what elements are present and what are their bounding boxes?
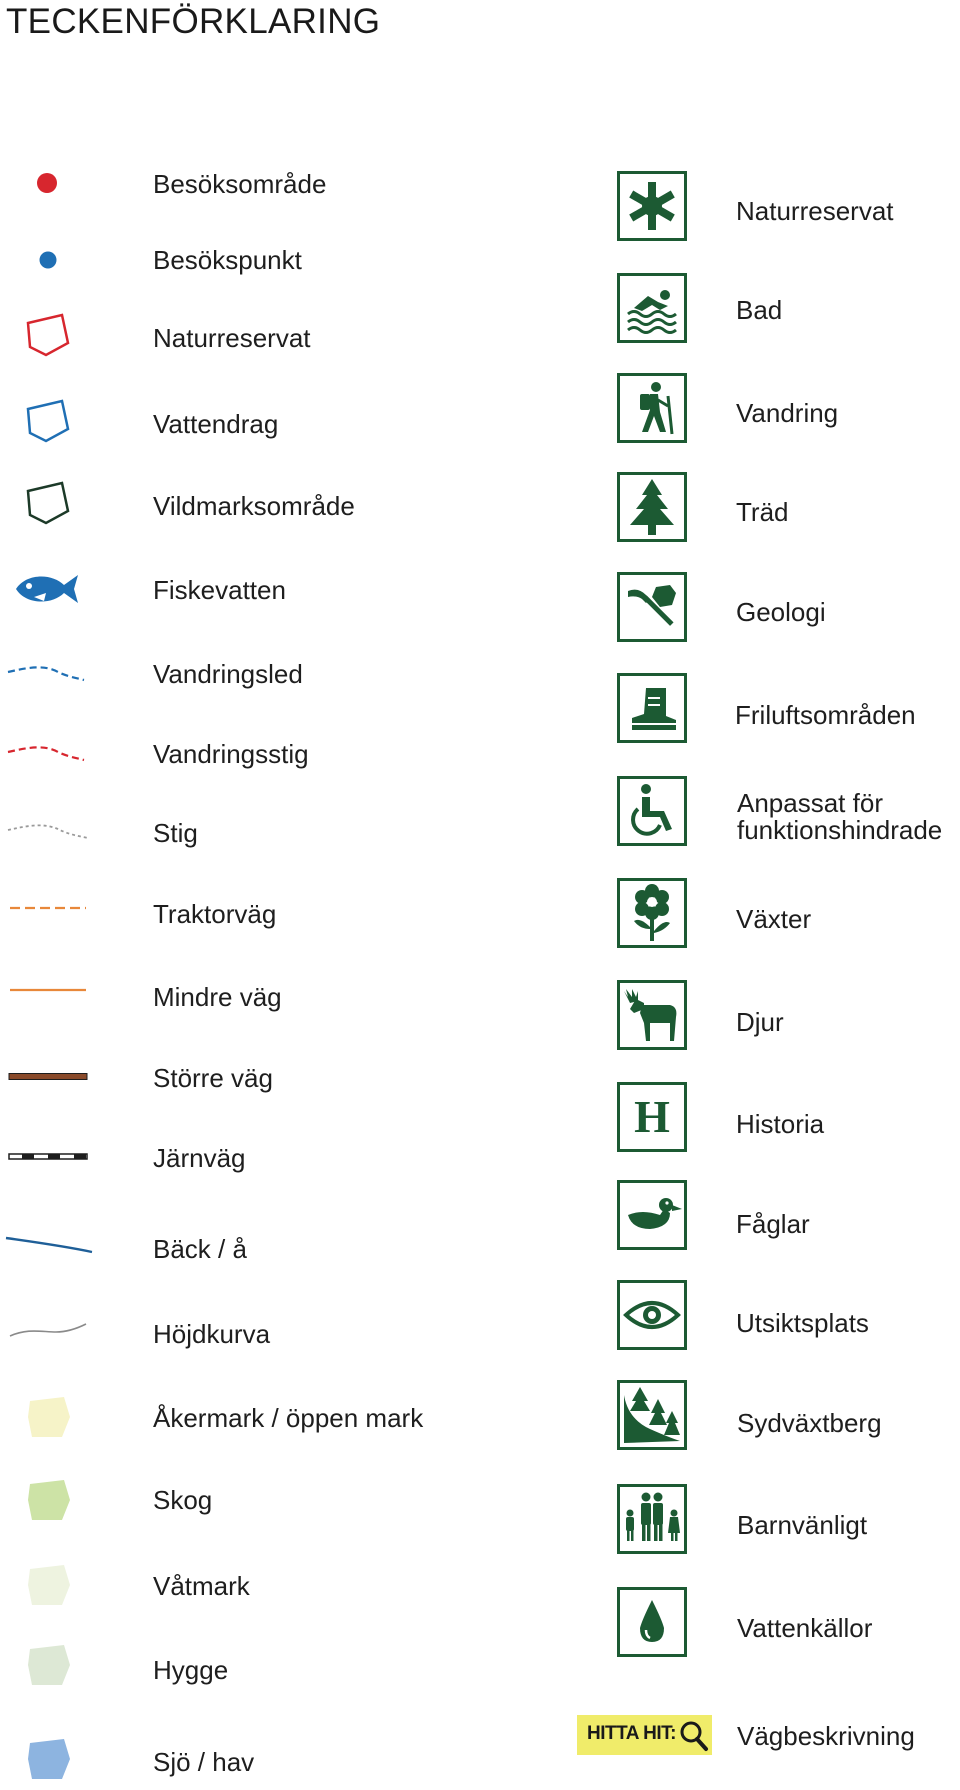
- duck-icon: [617, 1180, 687, 1250]
- legend-label: Vildmarksområde: [153, 491, 355, 521]
- legend-label: Större väg: [153, 1063, 273, 1093]
- legend-label: Utsiktsplats: [736, 1308, 869, 1338]
- legend-label: Vandringsled: [153, 659, 303, 689]
- forest-area-icon: [26, 1478, 72, 1524]
- hiker-icon: [617, 373, 687, 443]
- hillside-trees-icon: [617, 1380, 687, 1450]
- legend-label: Bad: [736, 295, 783, 325]
- blue-dashed-line-icon: [6, 660, 86, 684]
- red-dot-icon: [36, 172, 58, 194]
- blue-pentagon-icon: [24, 397, 72, 445]
- legend-label: Järnväg: [153, 1143, 246, 1173]
- water-drop-icon: [617, 1587, 687, 1657]
- legend-label: Mindre väg: [153, 982, 282, 1012]
- fish-icon: [12, 571, 82, 607]
- legend-label: Barnvänligt: [737, 1510, 868, 1540]
- legend-label: Naturreservat: [736, 196, 894, 226]
- major-road-line-icon: [8, 1072, 88, 1082]
- legend-label: Bäck / å: [153, 1234, 247, 1264]
- legend-label: Vattenkällor: [737, 1613, 873, 1643]
- directions-badge-text: HITTA HIT:: [587, 1723, 676, 1744]
- legend-label: Anpassat för: [737, 788, 883, 818]
- orange-dashed-line-icon: [8, 903, 88, 913]
- tree-icon: [617, 472, 687, 542]
- legend-label: Traktorväg: [153, 899, 277, 929]
- legend-label: Träd: [736, 497, 789, 527]
- field-area-icon: [26, 1395, 72, 1441]
- directions-badge[interactable]: [577, 1715, 712, 1755]
- railway-line-icon: [8, 1152, 88, 1162]
- legend-label: Friluftsområden: [735, 700, 916, 730]
- legend-label: Åkermark / öppen mark: [153, 1403, 424, 1433]
- moose-icon: [617, 980, 687, 1050]
- clearcut-area-icon: [26, 1643, 72, 1689]
- page-title: TECKENFÖRKLARING: [6, 2, 381, 41]
- legend-label: Naturreservat: [153, 323, 311, 353]
- legend-label: Besökspunkt: [153, 245, 302, 275]
- family-icon: [617, 1484, 687, 1554]
- blue-dot-icon: [39, 251, 57, 269]
- legend-label: Vattendrag: [153, 409, 279, 439]
- legend-label: Sydväxtberg: [737, 1408, 882, 1438]
- legend-label: Hygge: [153, 1655, 229, 1685]
- orange-line-icon: [8, 985, 88, 995]
- geology-hammer-icon: [617, 572, 687, 642]
- eye-icon: [617, 1280, 687, 1350]
- legend-label: Djur: [736, 1007, 784, 1037]
- flower-icon: [617, 878, 687, 948]
- legend-label: Våtmark: [153, 1571, 250, 1601]
- directions-label: Vägbeskrivning: [737, 1721, 915, 1751]
- legend-label: Historia: [736, 1109, 825, 1139]
- boot-icon: [617, 673, 687, 743]
- stream-line-icon: [4, 1234, 94, 1258]
- magnifier-icon: [678, 1719, 710, 1753]
- legend-label: Besöksområde: [153, 169, 327, 199]
- history-h-glyph: H: [634, 1091, 670, 1142]
- swimming-icon: [617, 273, 687, 343]
- red-pentagon-icon: [24, 311, 72, 359]
- history-h-icon: [617, 1082, 687, 1152]
- contour-line-icon: [8, 1320, 88, 1340]
- legend-label: Vandring: [736, 398, 839, 428]
- legend-label: Geologi: [736, 597, 826, 627]
- wheelchair-icon: [617, 776, 687, 846]
- nature-reserve-icon: [617, 171, 687, 241]
- red-dashed-line-icon: [6, 740, 86, 764]
- legend-label: Fiskevatten: [153, 575, 286, 605]
- legend-label: Sjö / hav: [153, 1747, 255, 1777]
- gray-dotted-line-icon: [6, 818, 90, 842]
- wetland-area-icon: [26, 1563, 72, 1609]
- legend-label: Vandringsstig: [153, 739, 309, 769]
- legend-label: Skog: [153, 1485, 213, 1515]
- legend-label: funktionshindrade: [737, 815, 943, 845]
- lake-area-icon: [26, 1737, 72, 1783]
- legend-label: Fåglar: [736, 1209, 810, 1239]
- dark-pentagon-icon: [24, 479, 72, 527]
- legend-label: Stig: [153, 818, 198, 848]
- legend-label: Växter: [736, 904, 812, 934]
- legend-label: Höjdkurva: [153, 1319, 271, 1349]
